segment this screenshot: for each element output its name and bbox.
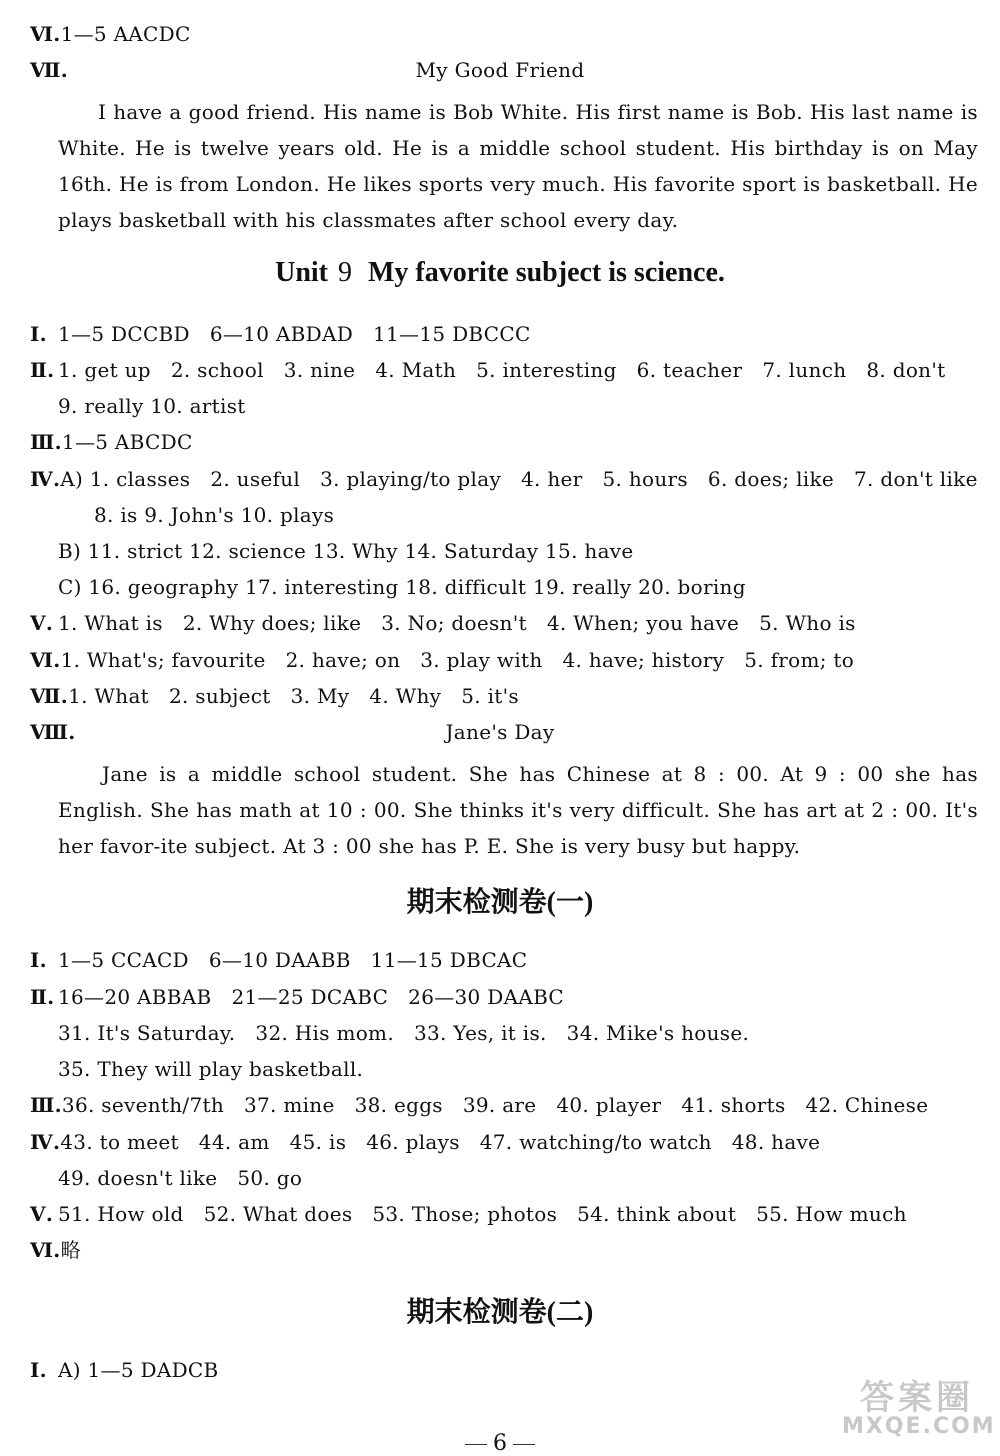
section-5-answers bbox=[30, 611, 978, 635]
section-7-answers bbox=[30, 684, 978, 708]
final-exam-2-heading: 期末检测卷(二) bbox=[406, 1297, 594, 1328]
section-label: Ⅳ. bbox=[30, 467, 61, 491]
answer-text: 43. to meet 44. am 45. is 46. plays 47. watching/to watch 48. have bbox=[60, 1130, 821, 1154]
answer-text: 1. What 2. subject 3. My 4. Why 5. it's bbox=[68, 684, 519, 708]
section-2-answers-cont: 35. They will play basketball. bbox=[58, 1057, 364, 1081]
section-4b-answers: B) 11. strict 12. science 13. Why 14. Saturday 15. have bbox=[58, 539, 634, 563]
section-label: Ⅲ. bbox=[30, 1093, 62, 1117]
section-1-answers bbox=[30, 322, 978, 346]
watermark-url: MXQE.COM bbox=[842, 1414, 996, 1439]
section-5-answers bbox=[30, 1202, 978, 1226]
answer-text: 1—5 CCACD 6—10 DAABB 11—15 DBCAC bbox=[58, 948, 528, 972]
answer-text: A) 1—5 DADCB bbox=[58, 1358, 219, 1382]
answer-text: 1. get up 2. school 3. nine 4. Math 5. interesting 6. teacher 7. lunch 8. don't bbox=[58, 358, 946, 382]
page-number bbox=[0, 1431, 1000, 1456]
answer-text: 1. What is 2. Why does; like 3. No; doesn't 4. When; you have 5. Who is bbox=[58, 611, 856, 635]
section-label: Ⅰ. bbox=[30, 948, 47, 972]
section-2-answers bbox=[30, 358, 978, 382]
section-label: Ⅴ. bbox=[30, 1202, 54, 1226]
section-4-answers-cont: 49. doesn't like 50. go bbox=[58, 1166, 303, 1190]
section-label: Ⅴ. bbox=[30, 611, 54, 635]
section-2-answers bbox=[30, 985, 978, 1009]
section-3-answers bbox=[30, 430, 978, 454]
section-label: Ⅲ. bbox=[30, 430, 62, 454]
section-label: Ⅵ. bbox=[30, 22, 61, 46]
section-4a-answers-cont: 8. is 9. John's 10. plays bbox=[94, 503, 335, 527]
section-1-answers bbox=[30, 948, 978, 972]
essay-title: My Good Friend bbox=[415, 58, 585, 82]
unit-title: My favorite subject is science. bbox=[368, 257, 725, 288]
section-label: Ⅰ. bbox=[30, 1358, 47, 1382]
section-label: Ⅵ. bbox=[30, 648, 61, 672]
section-6-answers bbox=[30, 22, 978, 46]
final-exam-1-heading: 期末检测卷(一) bbox=[406, 887, 594, 918]
answer-text: A) 1. classes 2. useful 3. playing/to play 4. her 5. hours 6. does; like 7. don't like bbox=[60, 467, 978, 491]
essay-paragraph: I have a good friend. His name is Bob White. His first name is Bob. His last name is White. He is twelve years old. He is a middle school student. His birthday is on May 16th. He is from London. He likes sports very much. His favorite sport is basketball. He plays basketball with his classmates after school every day. bbox=[58, 100, 978, 232]
section-label: Ⅶ. bbox=[30, 684, 69, 708]
section-4-answers bbox=[30, 467, 978, 491]
section-label: Ⅳ. bbox=[30, 1130, 61, 1154]
section-3-answers bbox=[30, 1093, 978, 1117]
section-2-answers-cont: 9. really 10. artist bbox=[58, 394, 246, 418]
unit-heading bbox=[0, 256, 1000, 290]
answer-text: 1—5 ABCDC bbox=[61, 430, 193, 454]
answer-text: 51. How old 52. What does 53. Those; photos 54. think about 55. How much bbox=[58, 1202, 907, 1226]
answer-text: 1. What's; favourite 2. have; on 3. play with 4. have; history 5. from; to bbox=[60, 648, 855, 672]
section-label: Ⅷ. bbox=[30, 720, 76, 744]
section-label: Ⅶ. bbox=[30, 58, 69, 82]
answer-text: 16—20 ABBAB 21—25 DCABC 26—30 DAABC bbox=[58, 985, 565, 1009]
section-label: Ⅱ. bbox=[30, 358, 55, 382]
section-6-answers bbox=[30, 1238, 978, 1262]
dash-decoration bbox=[513, 1444, 535, 1445]
section-label: Ⅱ. bbox=[30, 985, 55, 1009]
section-4-answers bbox=[30, 1130, 978, 1154]
page-number-value: 6 bbox=[493, 1431, 507, 1456]
section-4c-answers: C) 16. geography 17. interesting 18. difficult 19. really 20. boring bbox=[58, 575, 746, 599]
essay-title: Jane's Day bbox=[445, 720, 555, 744]
answer-text: 略 bbox=[60, 1238, 81, 1262]
section-label: Ⅵ. bbox=[30, 1238, 61, 1262]
dash-decoration bbox=[465, 1444, 487, 1445]
section-2-answers-cont: 31. It's Saturday. 32. His mom. 33. Yes, it is. 34. Mike's house. bbox=[58, 1021, 750, 1045]
answer-text: 1—5 DCCBD 6—10 ABDAD 11—15 DBCCC bbox=[58, 322, 531, 346]
essay-paragraph: Jane is a middle school student. She has Chinese at 8 : 00. At 9 : 00 she has English. She has math at 10 : 00. She thinks it's very difficult. She has art at 2 : 00. It's her favor-ite subject. At 3 : 00 she has P. E. She is very busy but happy. bbox=[58, 762, 978, 858]
watermark-logo bbox=[842, 1378, 996, 1440]
section-6-answers bbox=[30, 648, 978, 672]
unit-prefix: Unit bbox=[275, 257, 328, 288]
unit-number: 9 bbox=[338, 257, 352, 288]
answer-text: 36. seventh/7th 37. mine 38. eggs 39. are 40. player 41. shorts 42. Chinese bbox=[61, 1093, 929, 1117]
section-1-answers bbox=[30, 1358, 978, 1382]
answer-text: 1—5 AACDC bbox=[60, 22, 191, 46]
watermark-text: 答案圈 bbox=[860, 1378, 974, 1418]
section-label: Ⅰ. bbox=[30, 322, 47, 346]
